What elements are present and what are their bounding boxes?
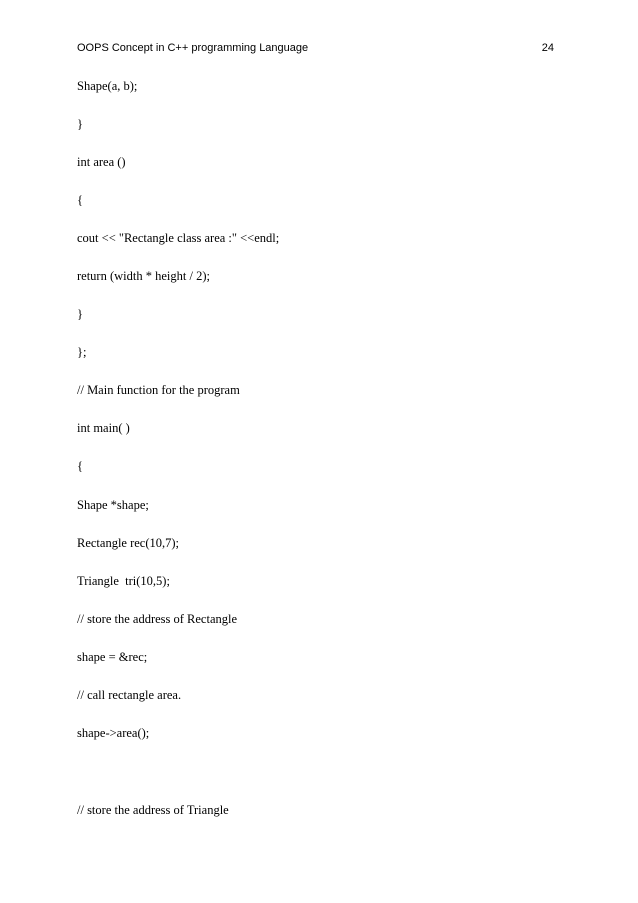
- code-line: cout << "Rectangle class area :" <<endl;: [77, 231, 280, 245]
- document-title: OOPS Concept in C++ programming Language: [77, 42, 309, 54]
- code-line: {: [77, 459, 83, 473]
- code-line: int main( ): [77, 421, 130, 435]
- code-line: }: [77, 117, 83, 131]
- page-header: [77, 40, 554, 56]
- code-line: Triangle tri(10,5);: [77, 574, 170, 588]
- code-line: // store the address of Rectangle: [77, 612, 238, 626]
- code-line: return (width * height / 2);: [77, 269, 210, 283]
- code-line: shape->area();: [77, 726, 150, 740]
- code-line: };: [77, 345, 87, 359]
- code-line: // store the address of Triangle: [77, 803, 229, 817]
- code-line: Shape *shape;: [77, 498, 149, 512]
- code-line: }: [77, 307, 83, 321]
- page-number: 24: [541, 42, 554, 54]
- code-line: shape = &rec;: [77, 650, 148, 664]
- code-block: [77, 78, 547, 817]
- code-line: Rectangle rec(10,7);: [77, 536, 180, 550]
- code-line: int area (): [77, 155, 126, 169]
- code-line: // call rectangle area.: [77, 688, 182, 702]
- code-line: {: [77, 193, 83, 207]
- code-line: // Main function for the program: [77, 383, 240, 397]
- code-line: Shape(a, b);: [77, 79, 138, 93]
